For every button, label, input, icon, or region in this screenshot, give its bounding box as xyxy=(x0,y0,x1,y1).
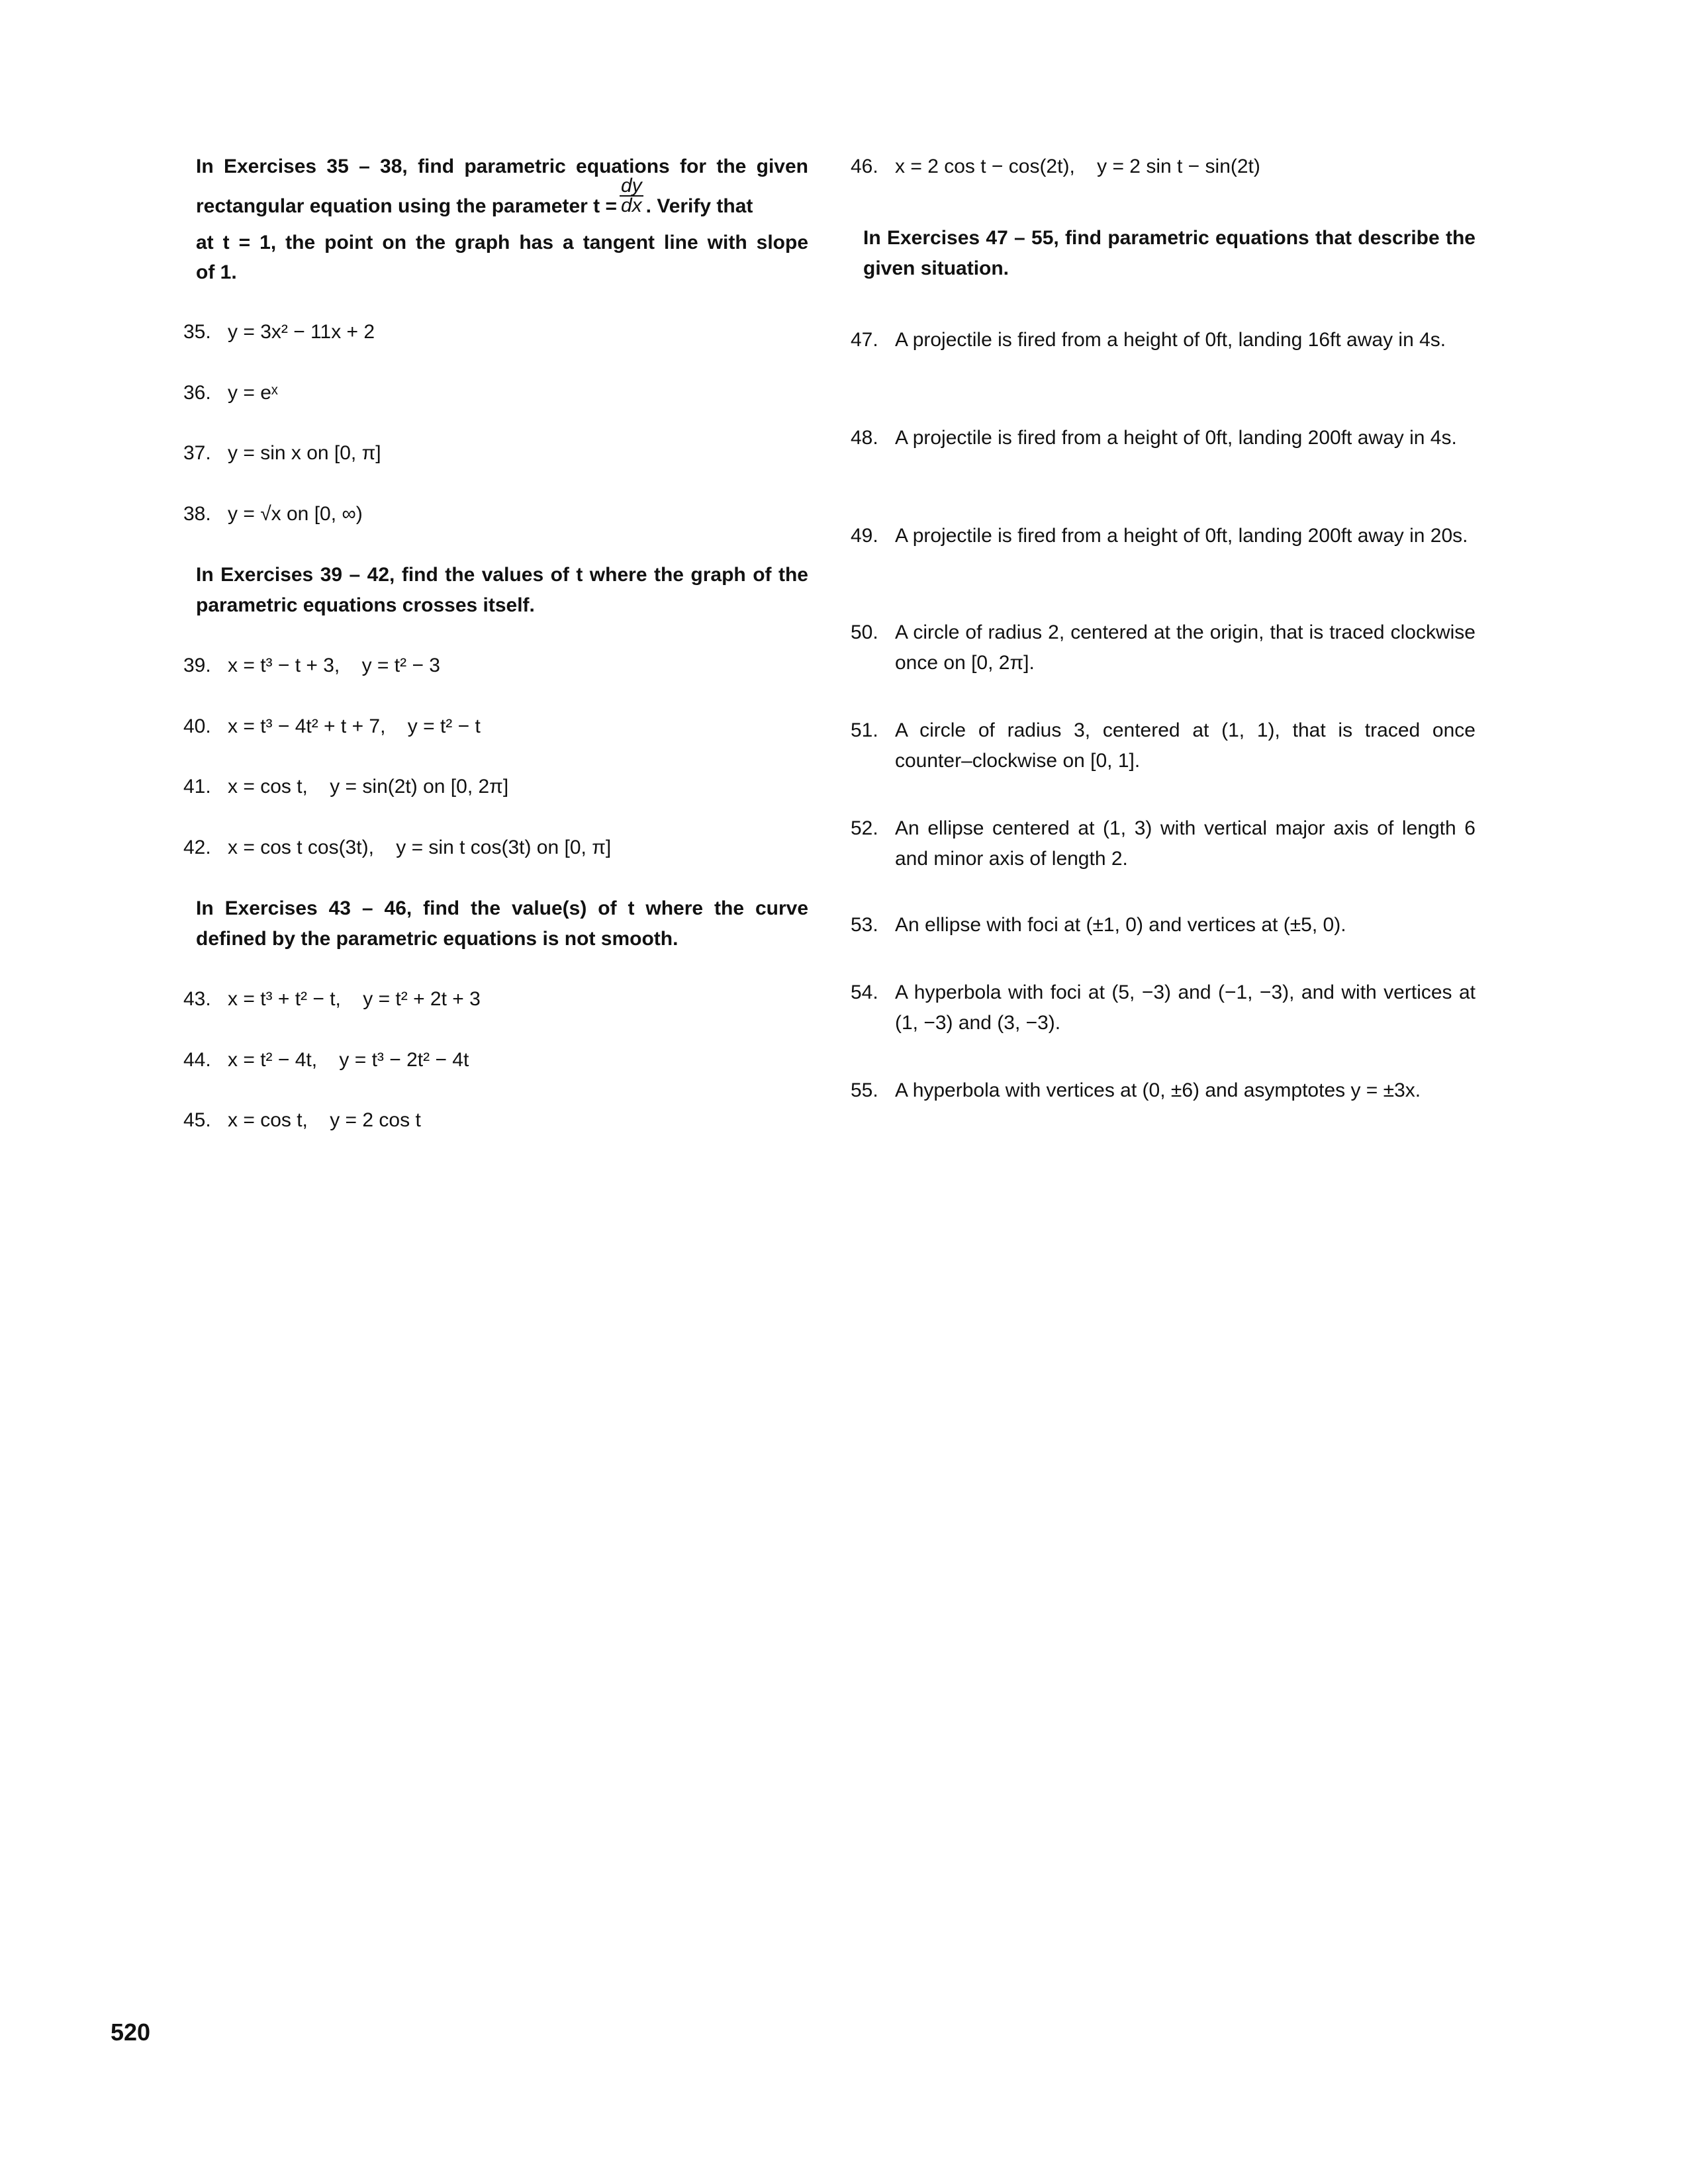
exercise-number: 48. xyxy=(851,427,878,449)
exercise-text: x = t³ − t + 3, y = t² − 3 xyxy=(228,655,440,676)
exercise-text: x = cos t cos(3t), y = sin t cos(3t) on [0, π] xyxy=(228,837,612,858)
instructions-text: rectangular equation using the parameter t = xyxy=(196,195,617,217)
exercise-number: 36. xyxy=(183,382,211,404)
exercise-number: 35. xyxy=(183,321,211,343)
exercise-number: 44. xyxy=(183,1049,211,1071)
exercise-text: x = cos t, y = 2 cos t xyxy=(228,1109,421,1131)
instructions-35-38-line2 xyxy=(196,175,808,222)
exercise-text: A projectile is fired from a height of 0ft, landing 16ft away in 4s. xyxy=(895,329,1446,351)
exercise-number: 45. xyxy=(183,1109,211,1131)
exercise-number: 41. xyxy=(183,776,211,797)
exercise-number: 40. xyxy=(183,715,211,737)
instructions-35-38-line4: of 1. xyxy=(196,261,237,283)
instructions-47-55: In Exercises 47 – 55, find parametric equations that describe the given situation. xyxy=(863,227,1476,279)
exercise-number: 42. xyxy=(183,837,211,858)
exercise-number: 51. xyxy=(851,719,878,741)
exercise-text: y = sin x on [0, π] xyxy=(228,442,381,464)
exercise-number: 39. xyxy=(183,655,211,676)
exercise-text: x = t³ + t² − t, y = t² + 2t + 3 xyxy=(228,988,481,1010)
exercise-number: 54. xyxy=(851,981,878,1003)
exercise-text: y = eˣ xyxy=(228,382,278,404)
exercise-number: 47. xyxy=(851,329,878,351)
exercise-number: 37. xyxy=(183,442,211,464)
dy-dx-fraction xyxy=(620,177,643,215)
exercise-text: x = 2 cos t − cos(2t), y = 2 sin t − sin(2t) xyxy=(895,156,1260,177)
exercise-text: y = √x on [0, ∞) xyxy=(228,503,363,525)
exercise-number: 50. xyxy=(851,621,878,643)
instructions-43-46: In Exercises 43 – 46, find the value(s) of t where the curve defined by the parametric equations is not smooth. xyxy=(196,897,808,950)
exercise-text: A circle of radius 2, centered at the origin, that is traced clockwise once on [0, 2π]. xyxy=(895,621,1476,674)
instructions-35-38-line1: In Exercises 35 – 38, find parametric equations for the given xyxy=(196,156,808,177)
exercise-text: y = 3x² − 11x + 2 xyxy=(228,321,375,343)
instructions-text: . Verify that xyxy=(645,195,753,217)
exercise-text: An ellipse centered at (1, 3) with vertical major axis of length 6 and minor axis of length 2. xyxy=(895,817,1476,870)
page-number: 520 xyxy=(111,2019,151,2046)
exercise-text: A projectile is fired from a height of 0ft, landing 200ft away in 4s. xyxy=(895,427,1457,449)
exercise-text: x = t³ − 4t² + t + 7, y = t² − t xyxy=(228,715,481,737)
fraction-numerator: dy xyxy=(620,175,642,197)
exercise-number: 38. xyxy=(183,503,211,525)
exercise-text: A projectile is fired from a height of 0ft, landing 200ft away in 20s. xyxy=(895,525,1468,547)
exercise-number: 46. xyxy=(851,156,878,177)
exercise-number: 43. xyxy=(183,988,211,1010)
exercise-number: 52. xyxy=(851,817,878,839)
instructions-39-42: In Exercises 39 – 42, find the values of t where the graph of the parametric equations crosses itself. xyxy=(196,564,808,616)
exercise-text: An ellipse with foci at (±1, 0) and vertices at (±5, 0). xyxy=(895,914,1346,936)
exercise-number: 49. xyxy=(851,525,878,547)
fraction-denominator: dx xyxy=(620,195,642,217)
exercise-number: 55. xyxy=(851,1079,878,1101)
exercise-text: x = t² − 4t, y = t³ − 2t² − 4t xyxy=(228,1049,469,1071)
exercise-text: A circle of radius 3, centered at (1, 1), that is traced once counter–clockwise on [0, 1]. xyxy=(895,719,1476,772)
exercise-text: A hyperbola with foci at (5, −3) and (−1, −3), and with vertices at (1, −3) and (3, −3). xyxy=(895,981,1476,1034)
exercise-number: 53. xyxy=(851,914,878,936)
instructions-35-38-line3: at t = 1, the point on the graph has a tangent line with slope xyxy=(196,232,808,253)
exercise-text: A hyperbola with vertices at (0, ±6) and asymptotes y = ±3x. xyxy=(895,1079,1421,1101)
exercise-text: x = cos t, y = sin(2t) on [0, 2π] xyxy=(228,776,509,797)
